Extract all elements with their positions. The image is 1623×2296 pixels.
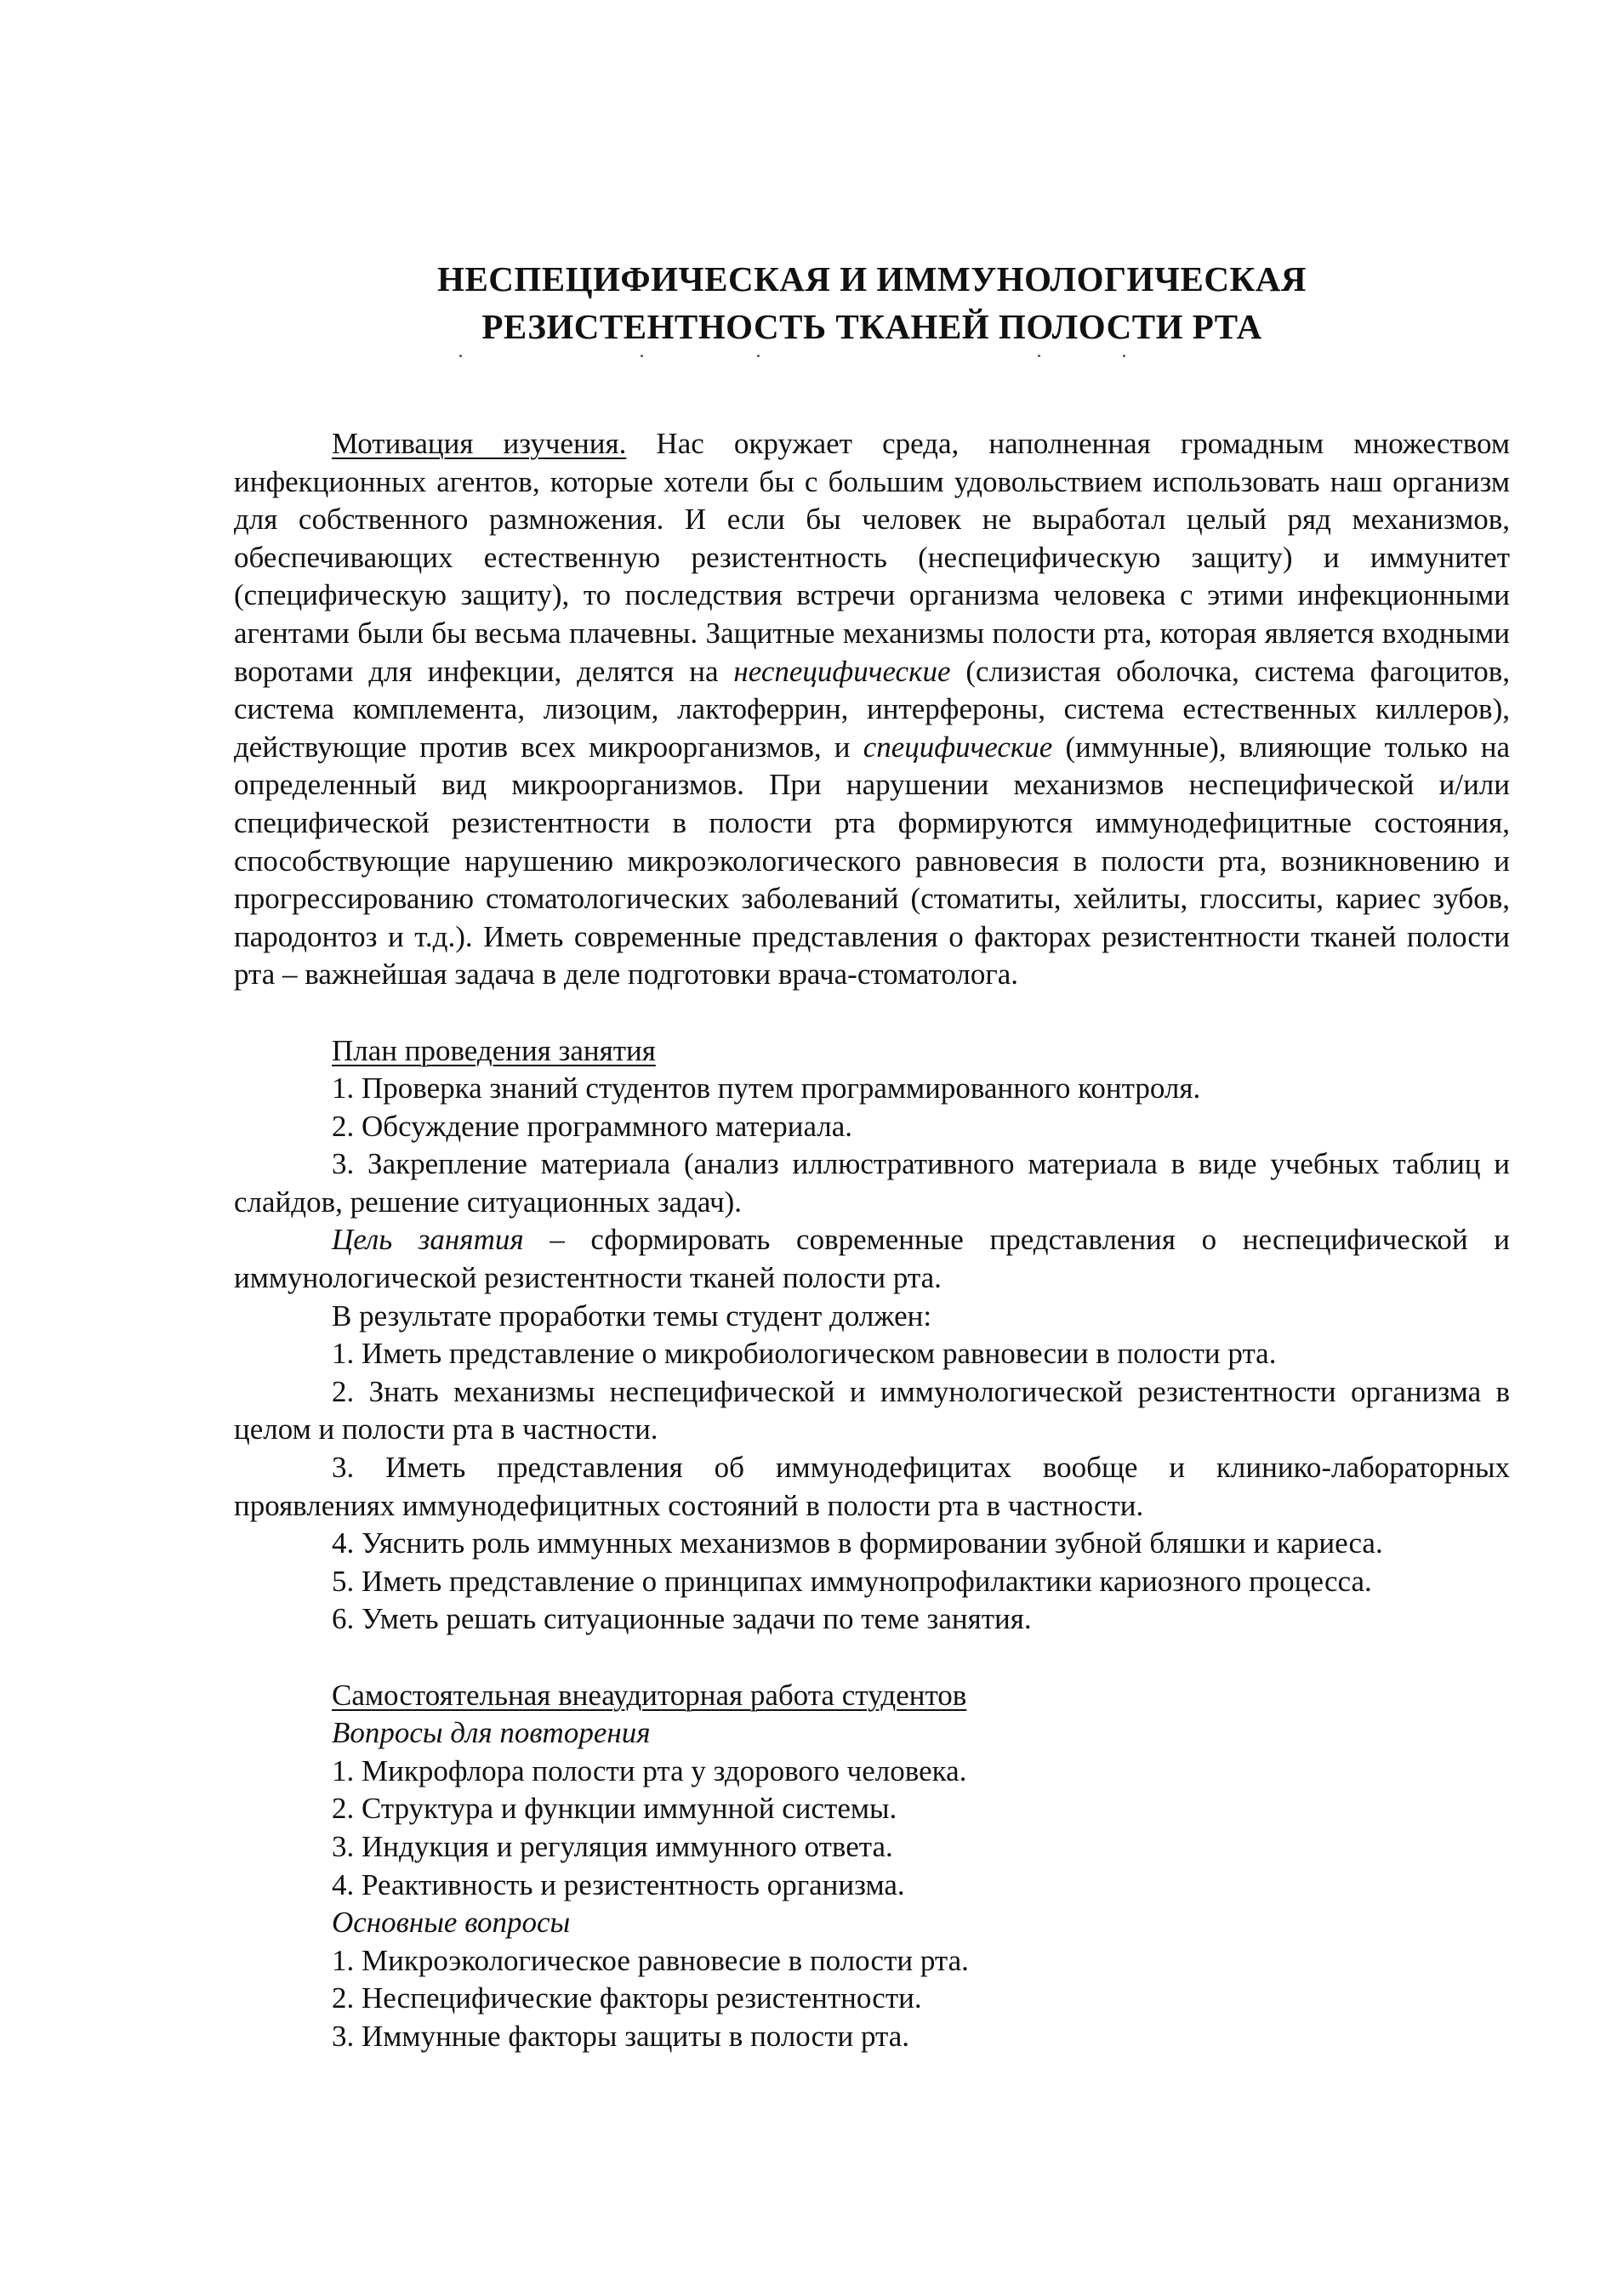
review-questions-label: Вопросы для повторения xyxy=(332,1716,651,1750)
result-item: 4. Уяснить роль иммунных механизмов в формировании зубной бляшки и кариеса. xyxy=(332,1526,1383,1560)
review-question: 1. Микрофлора полости рта у здорового человека. xyxy=(332,1753,967,1787)
motivation-text-2: (слизистая оболочка, система фагоцитов, система комплемента, лизоцим, лактоферрин, интерфероны, система естественных киллеров), действующие против всех микроорганизмов, и xyxy=(234,654,1510,764)
motivation-paragraph xyxy=(234,425,1510,994)
main-question: 3. Иммунные факторы защиты в полости рта. xyxy=(332,2019,910,2053)
result-item: 3. Иметь представления об иммунодефицитах вообще и клинико-лабораторных проявлениях иммунодефицитных состояний в полости рта в частности. xyxy=(234,1451,1510,1522)
lesson-goal-label: Цель занятия xyxy=(332,1223,524,1257)
scan-artifact-dots xyxy=(459,355,1225,360)
title-line-2: РЕЗИСТЕНТНОСТЬ ТКАНЕЙ ПОЛОСТИ РТА xyxy=(481,307,1262,346)
plan-item: 1. Проверка знаний студентов путем программированного контроля. xyxy=(332,1071,1201,1105)
result-item: 1. Иметь представление о микробиологическом равновесии в полости рта. xyxy=(332,1337,1277,1371)
lesson-plan-section xyxy=(234,1032,1510,1640)
plan-item: 3. Закрепление материала (анализ иллюстративного материала в виде учебных таблиц и слайдов, решение ситуационных задач). xyxy=(234,1147,1510,1219)
review-question: 2. Структура и функции иммунной системы. xyxy=(332,1792,897,1826)
self-work-heading: Самостоятельная внеаудиторная работа студентов xyxy=(332,1678,967,1712)
motivation-text-3: (иммунные), влияющие только на определенный вид микроорганизмов. При нарушении механизмов неспецифической и/или специфической резистентности в полости рта формируются иммунодефицитные состояния, способствующие нарушению микроэкологического равновесия в полости рта, возникновению и прогрессированию стоматологических заболеваний (стоматиты, хейлиты, глосситы, кариес зубов, пародонтоз и т.д.). Иметь современные представления о факторах резистентности тканей полости рта – важнейшая задача в деле подготовки врача-стоматолога. xyxy=(234,730,1510,992)
nonspecific-term: неспецифические xyxy=(733,654,951,688)
main-questions-label: Основные вопросы xyxy=(332,1906,571,1940)
result-intro: В результате проработки темы студент должен: xyxy=(332,1299,932,1333)
plan-item: 2. Обсуждение программного материала. xyxy=(332,1109,853,1143)
review-question: 3. Индукция и регуляция иммунного ответа. xyxy=(332,1829,893,1863)
lesson-goal xyxy=(234,1221,1510,1297)
self-work-section xyxy=(234,1677,1510,2056)
page-title xyxy=(234,255,1510,350)
lesson-plan-heading: План проведения занятия xyxy=(332,1033,656,1067)
motivation-text-1: Нас окружает среда, наполненная громадным множеством инфекционных агентов, которые хотели бы с большим удовольствием использовать наш организм для собственного размножения. И если бы человек не выработал целый ряд механизмов, обеспечивающих естественную резистентность (неспецифическую защиту) и иммунитет (специфическую защиту), то последствия встречи организма человека с этими инфекционными агентами были бы весьма плачевны. Защитные механизмы полости рта, которая является входными воротами для инфекции, делятся на xyxy=(234,427,1510,688)
result-item: 2. Знать механизмы неспецифической и иммунологической резистентности организма в целом и полости рта в частности. xyxy=(234,1374,1510,1446)
result-item: 5. Иметь представление о принципах иммунопрофилактики кариозного процесса. xyxy=(332,1564,1372,1598)
main-question: 1. Микроэкологическое равновесие в полости рта. xyxy=(332,1943,969,1977)
title-line-1: НЕСПЕЦИФИЧЕСКАЯ И ИММУНОЛОГИЧЕСКАЯ xyxy=(437,259,1307,298)
lesson-goal-text: – сформировать современные представления о неспецифической и иммунологической резистентности тканей полости рта. xyxy=(234,1223,1510,1295)
main-question: 2. Неспецифические факторы резистентности. xyxy=(332,1981,922,2015)
review-question: 4. Реактивность и резистентность организма. xyxy=(332,1867,905,1901)
specific-term: специфические xyxy=(863,730,1053,764)
result-item: 6. Уметь решать ситуационные задачи по теме занятия. xyxy=(332,1602,1032,1636)
document-body xyxy=(234,425,1510,2056)
motivation-label: Мотивация изучения. xyxy=(332,427,627,460)
